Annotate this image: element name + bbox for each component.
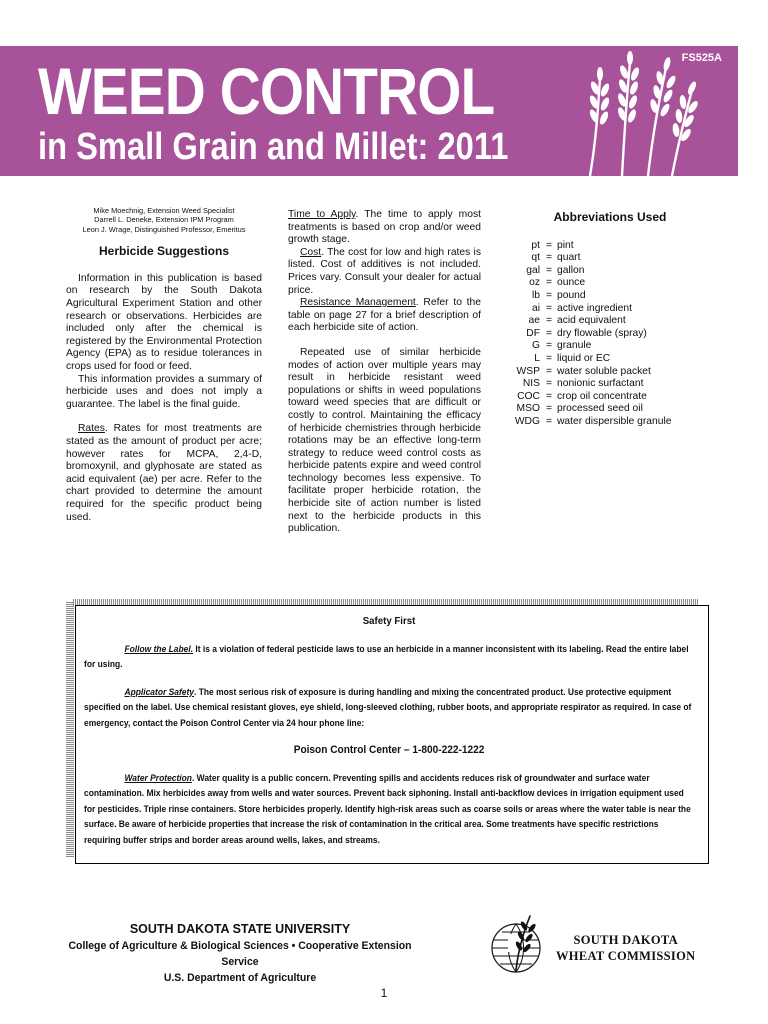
wheat-commission-wordmark [556,932,695,964]
abbreviation-code: ae [528,315,540,327]
document-title: WEED CONTROL [38,54,495,128]
equals-sign: = [545,327,552,339]
equals-sign: = [545,390,552,402]
author-line: Mike Moechnig, Extension Weed Specialist [93,206,235,215]
safety-box-shadow-left [66,602,74,857]
applicator-safety-lead: Applicator Safety [124,686,194,697]
water-protection-text: . Water quality is a public concern. Preventing spills and accidents reduces risk of groundwater and surface water contamination. Mix herbicides away from wells and water sources. Prevent back siphoning. Install anti-backflow devices in irrigation equipment used for pesticides. Triple rinse containers. Store herbicides properly. Identify high-risk areas such as coarse soils or areas where the water table is near the surface. Be aware of herbicide properties that increase the risk of contamination in the critical area. Some treatments have specific restrictions requiring buffer strips and border areas around wells, lakes, and streams. [84,772,691,845]
abbreviation-row [514,391,671,404]
follow-label-paragraph [84,642,694,673]
abbreviation-row [514,403,671,416]
equals-sign: = [545,264,552,276]
rates-lead: Rates [78,423,105,435]
equals-sign: = [545,252,552,264]
abbreviation-code: G [531,340,540,352]
abbreviation-code: WSP [516,365,540,377]
university-name: SOUTH DAKOTA STATE UNIVERSITY [129,922,351,936]
abbreviation-code: pt [531,239,540,251]
intro-paragraph: Information in this publication is based on research by the South Dakota Agricultural Experiment Station and other research or observations. Herbicides are included only after the chemical is registered by the Environmental Protection Agency (EPA) as to residue tolerances in crops used for food or feed. [66,272,262,372]
rates-paragraph [66,423,262,524]
abbreviation-code: ai [531,302,540,314]
abbreviation-row [514,366,671,379]
abbreviation-row [514,340,671,353]
equals-sign: = [545,277,552,289]
university-footer [40,920,440,986]
equals-sign: = [545,340,552,352]
usda-line: U.S. Department of Agriculture [163,972,317,984]
abbreviation-meaning: pound [557,289,586,301]
cost-text: . The cost for low and high rates is listed. Cost of additives is not included. Prices vary. Consult your dealer for actual price. [288,246,481,296]
water-protection-paragraph [84,771,694,849]
equals-sign: = [545,415,552,427]
abbreviations-heading: Abbreviations Used [553,210,667,224]
safety-first-box [75,605,709,864]
abbreviation-meaning: quart [557,252,581,264]
equals-sign: = [545,378,552,390]
rates-text: . Rates for most treatments are stated as the amount of product per acre; however rates for MCPA, 2,4-D, bromoxynil, and glyphosate are stated as acid equivalent (ae) per acre. Refer to the chart provided to determine the amount required for the specific product being used. [66,423,262,523]
abbreviation-row [514,277,671,290]
resistance-lead: Resistance Management [300,297,416,309]
poison-control-phone: Poison Control Center – 1-800-222-1222 [293,744,485,756]
rotation-paragraph: Repeated use of similar herbicide modes of action over multiple years may result in herbicide resistant weed populations or shifts in weed populations toward weed species that are difficult or costly to control. Maintaining the efficacy of herbicide chemistries through herbicide rotations may be an effective long-term strategy to reduce weed control costs as herbicide patents expire and weed control technology becomes less expensive. To facilitate proper herbicide rotation, the herbicide site of action number is listed next to the herbicide products in this publication. [288,346,481,535]
equals-sign: = [545,302,552,314]
publication-code: FS525A [681,52,722,64]
cost-paragraph [288,247,481,297]
safety-first-title: Safety First [362,615,416,627]
abbreviation-meaning: granule [557,340,592,352]
abbreviation-meaning: ounce [557,277,586,289]
author-list [66,206,262,234]
equals-sign: = [545,403,552,415]
abbreviation-code: MSO [516,403,540,415]
cost-lead: Cost [300,246,322,258]
abbreviation-meaning: crop oil concentrate [557,390,647,402]
applicator-safety-text: . The most serious risk of exposure is during handling and mixing the concentrated product. Use protective equipment specified on the label. Use chemical resistant gloves, eye shield, long-sleeved clothing, rubber boots, and appropriate respirator as required. In case of emergency, contact the Poison Control Center via 24 hour phone line: [84,686,692,728]
abbreviation-row [514,265,671,278]
abbreviation-code: COC [517,390,540,402]
abbreviation-meaning: water soluble packet [557,365,651,377]
abbreviation-row [514,328,671,341]
wheat-commission-logo-icon [486,912,548,974]
follow-label-text: It is a violation of federal pesticide laws to use an herbicide in a manner inconsistent with its labeling. Read the entire label for using. [84,643,689,669]
summary-paragraph: This information provides a summary of herbicide uses and does not imply a guarantee. The label is the final guide. [66,373,262,410]
author-line: Leon J. Wrage, Distinguished Professor, Emeritus [82,224,246,234]
abbreviation-meaning: pint [557,239,574,251]
abbreviation-code: qt [531,252,540,264]
resistance-paragraph [288,297,481,335]
wheat-icon [578,50,698,176]
wheat-commission-line1: SOUTH DAKOTA [573,933,678,947]
abbreviation-code: L [534,352,540,364]
applicator-safety-paragraph [84,685,694,732]
abbreviation-row [514,315,671,328]
college-line: College of Agriculture & Biological Sciences • Cooperative Extension Service [68,940,412,968]
abbreviation-row [514,252,671,265]
abbreviation-row [514,240,671,253]
follow-label-lead: Follow the Label. [124,643,194,654]
abbreviation-meaning: water dispersible granule [557,415,672,427]
equals-sign: = [545,352,552,364]
abbreviation-meaning: active ingredient [557,302,632,314]
abbreviation-row [514,416,671,429]
abbreviation-meaning: gallon [557,264,585,276]
abbreviation-meaning: liquid or EC [557,352,611,364]
column-application-info [288,209,481,536]
abbreviation-meaning: processed seed oil [557,403,643,415]
column-herbicide-suggestions [66,206,262,524]
abbreviation-code: oz [529,277,540,289]
water-protection-lead: Water Protection [124,772,192,783]
time-to-apply-paragraph [288,209,481,247]
equals-sign: = [545,239,552,251]
resistance-text: . Refer to the table on page 27 for a brief description of each herbicide site of action. [288,297,481,334]
author-line: Darrell L. Deneke, Extension IPM Program [94,215,234,225]
abbreviation-meaning: nonionic surfactant [557,378,644,390]
abbreviation-code: DF [526,327,540,339]
time-to-apply-text: . The time to apply most treatments is based on crop and/or weed growth stage. [288,209,481,246]
equals-sign: = [545,365,552,377]
abbreviation-code: lb [531,289,540,301]
abbreviations-table [514,240,671,429]
document-subtitle: in Small Grain and Millet: 2011 [38,126,509,168]
title-banner [0,46,738,176]
abbreviation-code: NIS [522,378,540,390]
abbreviation-meaning: dry flowable (spray) [557,327,647,339]
column-abbreviations [510,209,710,429]
abbreviation-meaning: acid equivalent [557,315,626,327]
wheat-commission-line2: WHEAT COMMISSION [556,949,696,963]
equals-sign: = [545,289,552,301]
time-to-apply-lead: Time to Apply [288,209,356,220]
abbreviation-code: WDG [514,415,540,427]
abbreviation-row [514,378,671,391]
herbicide-suggestions-heading: Herbicide Suggestions [98,244,230,259]
equals-sign: = [545,315,552,327]
abbreviation-row [514,303,671,316]
abbreviation-row [514,353,671,366]
abbreviation-code: gal [526,264,540,276]
abbreviation-row [514,290,671,303]
page-number: 1 [380,986,388,1000]
